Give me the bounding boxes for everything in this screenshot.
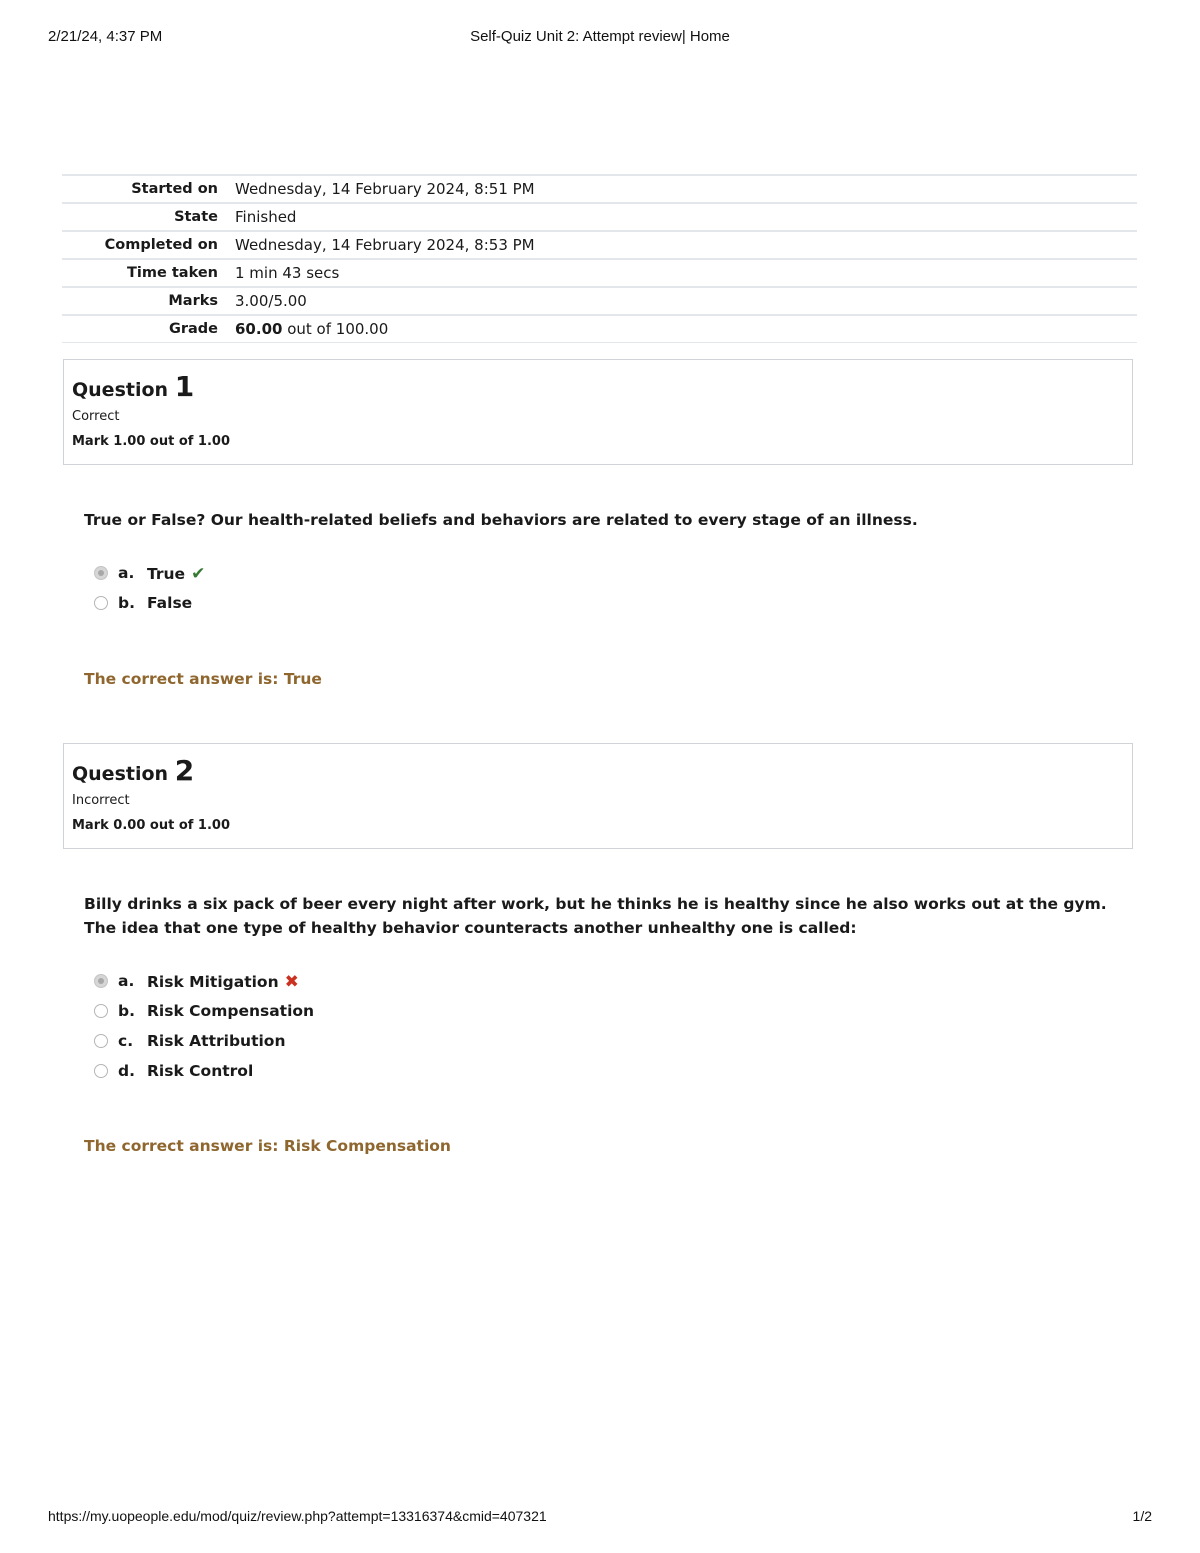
answer-text: Risk Mitigation [147,973,279,991]
summary-label: Completed on [62,231,235,259]
answer-text: Risk Control [147,1062,254,1080]
question-state: Incorrect [72,793,130,808]
answer-letter: c. [118,1032,134,1050]
question-mark: Mark 1.00 out of 1.00 [72,434,231,449]
summary-row [62,175,1137,203]
answer-text: False [147,594,193,612]
answer-text-wrap [147,564,205,584]
radio-button[interactable] [94,1064,108,1078]
answer-text-wrap [147,972,299,992]
question-state: Correct [72,409,120,424]
question-number: 1 [174,370,195,403]
question-heading [72,370,1132,403]
question-info-box [63,359,1133,465]
question-heading-label: Question [72,379,169,401]
summary-value: Wednesday, 14 February 2024, 8:53 PM [235,231,1137,259]
answer-letter: a. [118,564,135,582]
print-datetime: 2/21/24, 4:37 PM [48,28,163,45]
question-heading-label: Question [72,763,169,785]
answer-letter: a. [118,972,135,990]
question-text: True or False? Our health-related beliefs and behaviors are related to every stage of an illness. [84,511,918,529]
grade-value [235,315,1137,343]
answer-text: True [147,565,186,583]
radio-button[interactable] [94,596,108,610]
correct-answer-feedback: The correct answer is: Risk Compensation [84,1137,451,1155]
radio-button[interactable] [94,974,108,988]
summary-row [62,287,1137,315]
print-header [48,28,1152,48]
question-number: 2 [174,754,195,787]
cross-icon: ✖ [284,972,299,992]
summary-row [62,259,1137,287]
print-footer [48,1508,1152,1528]
answer-letter: b. [118,1002,135,1020]
summary-label: State [62,203,235,231]
correct-answer-feedback: The correct answer is: True [84,670,322,688]
check-icon: ✔ [191,564,206,584]
summary-label: Marks [62,287,235,315]
radio-button[interactable] [94,1004,108,1018]
grade-suffix: out of 100.00 [282,320,389,338]
summary-label: Time taken [62,259,235,287]
answer-text: Risk Attribution [147,1032,286,1050]
question-text: Billy drinks a six pack of beer every night after work, but he thinks he is healthy since he also works out at the gym. The idea that one type of healthy behavior counteracts another unhealthy one is called: [84,895,1107,937]
grade-score: 60.00 [235,320,283,338]
summary-row [62,203,1137,231]
answer-letter: d. [118,1062,135,1080]
radio-button[interactable] [94,566,108,580]
summary-value: Finished [235,203,1137,231]
print-url: https://my.uopeople.edu/mod/quiz/review.php?attempt=13316374&cmid=407321 [48,1508,547,1524]
summary-value: 1 min 43 secs [235,259,1137,287]
print-page-title: Self-Quiz Unit 2: Attempt review| Home [470,28,730,45]
question-heading [72,754,1132,787]
summary-label: Started on [62,175,235,203]
question-mark: Mark 0.00 out of 1.00 [72,818,231,833]
attempt-summary-table [62,174,1137,343]
summary-row [62,231,1137,259]
summary-value: 3.00/5.00 [235,287,1137,315]
question-info-box [63,743,1133,849]
summary-row-grade [62,315,1137,343]
answer-text: Risk Compensation [147,1002,315,1020]
print-page-number: 1/2 [1132,1508,1152,1524]
summary-value: Wednesday, 14 February 2024, 8:51 PM [235,175,1137,203]
summary-label: Grade [62,315,235,343]
answer-letter: b. [118,594,135,612]
radio-button[interactable] [94,1034,108,1048]
